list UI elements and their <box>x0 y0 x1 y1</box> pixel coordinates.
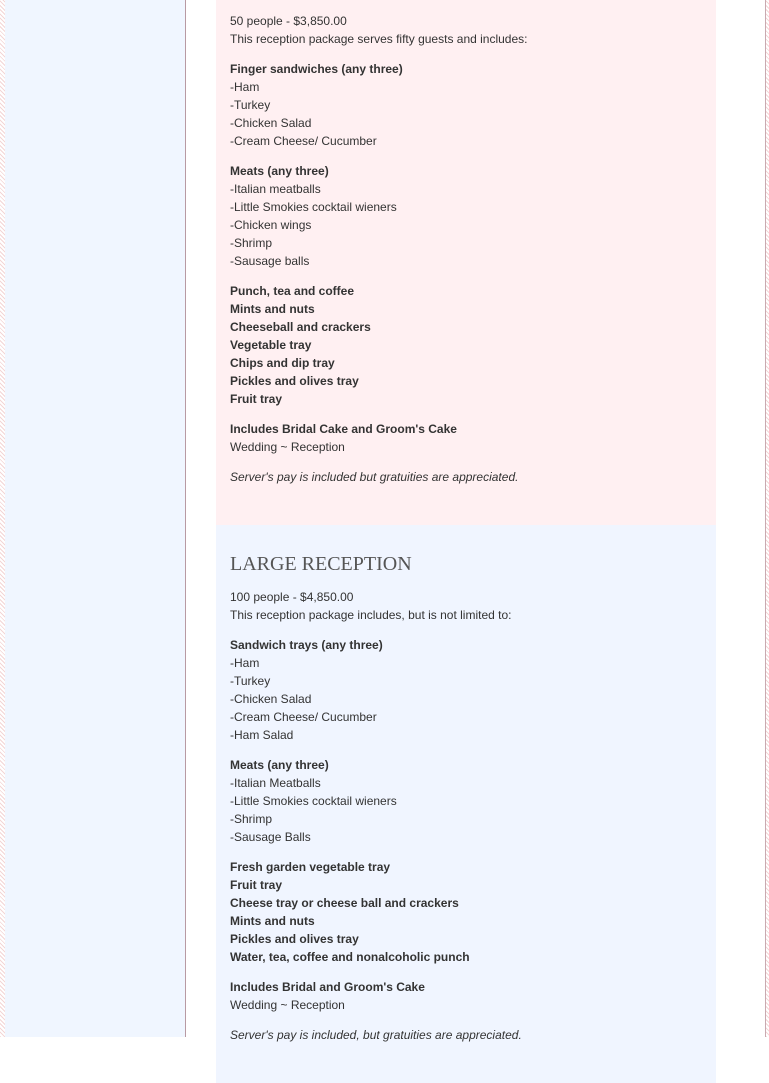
item-text: 100 people - $4,850.00 <box>230 590 354 604</box>
package-section <box>230 1026 702 1044</box>
item-text: -Italian meatballs <box>230 182 321 196</box>
item-text: -Shrimp <box>230 236 273 250</box>
item-heading: Cheeseball and crackers <box>230 320 371 334</box>
package-section <box>230 420 702 456</box>
package-section <box>230 756 702 846</box>
item-heading: Sandwich trays (any three) <box>230 638 383 652</box>
item-text: Wedding ~ Reception <box>230 998 345 1012</box>
package-section <box>230 282 702 408</box>
package-section <box>230 636 702 744</box>
item-text: -Sausage Balls <box>230 830 311 844</box>
item-text: -Cream Cheese/ Cucumber <box>230 710 377 724</box>
item-heading: Mints and nuts <box>230 302 315 316</box>
note-text: Server's pay is included but gratuities are appreciated. <box>230 470 519 484</box>
item-heading: Vegetable tray <box>230 338 312 352</box>
item-text: Wedding ~ Reception <box>230 440 345 454</box>
item-text: -Ham <box>230 80 260 94</box>
package-section <box>230 162 702 270</box>
package-standard-reception <box>216 0 716 525</box>
item-heading: Mints and nuts <box>230 914 315 928</box>
item-text: This reception package serves fifty guests and includes: <box>230 32 528 46</box>
item-heading: Chips and dip tray <box>230 356 335 370</box>
package-section <box>230 60 702 150</box>
item-heading: Pickles and olives tray <box>230 374 359 388</box>
sidebar <box>5 0 186 1037</box>
item-text: -Sausage balls <box>230 254 310 268</box>
item-heading: Includes Bridal Cake and Groom's Cake <box>230 422 457 436</box>
item-heading: Fruit tray <box>230 878 283 892</box>
item-text: -Turkey <box>230 98 271 112</box>
package-section <box>230 978 702 1014</box>
note-text: Server's pay is included, but gratuities are appreciated. <box>230 1028 522 1042</box>
item-text: -Shrimp <box>230 812 273 826</box>
item-text: -Italian Meatballs <box>230 776 321 790</box>
item-text: -Little Smokies cocktail wieners <box>230 200 397 214</box>
item-heading: Punch, tea and coffee <box>230 284 355 298</box>
item-text: -Ham Salad <box>230 728 294 742</box>
item-text: -Little Smokies cocktail wieners <box>230 794 397 808</box>
item-heading: Fresh garden vegetable tray <box>230 860 391 874</box>
item-text: -Chicken Salad <box>230 116 312 130</box>
item-heading: Water, tea, coffee and nonalcoholic punch <box>230 950 470 964</box>
item-text: This reception package includes, but is not limited to: <box>230 608 512 622</box>
right-decorative-border <box>765 0 769 1037</box>
item-text: -Chicken Salad <box>230 692 312 706</box>
item-heading: Meats (any three) <box>230 164 329 178</box>
item-heading: Includes Bridal and Groom's Cake <box>230 980 425 994</box>
main-content <box>216 0 716 1083</box>
package-title: LARGE RECEPTION <box>230 553 412 575</box>
package-section <box>230 588 702 624</box>
item-heading: Pickles and olives tray <box>230 932 359 946</box>
item-text: -Cream Cheese/ Cucumber <box>230 134 377 148</box>
item-heading: Meats (any three) <box>230 758 329 772</box>
item-heading: Finger sandwiches (any three) <box>230 62 403 76</box>
package-section <box>230 12 702 48</box>
item-text: -Ham <box>230 656 260 670</box>
package-section <box>230 468 702 486</box>
package-section <box>230 858 702 966</box>
item-heading: Fruit tray <box>230 392 283 406</box>
item-text: -Chicken wings <box>230 218 312 232</box>
package-large-reception <box>216 525 716 1083</box>
item-text: 50 people - $3,850.00 <box>230 14 347 28</box>
item-heading: Cheese tray or cheese ball and crackers <box>230 896 459 910</box>
item-text: -Turkey <box>230 674 271 688</box>
